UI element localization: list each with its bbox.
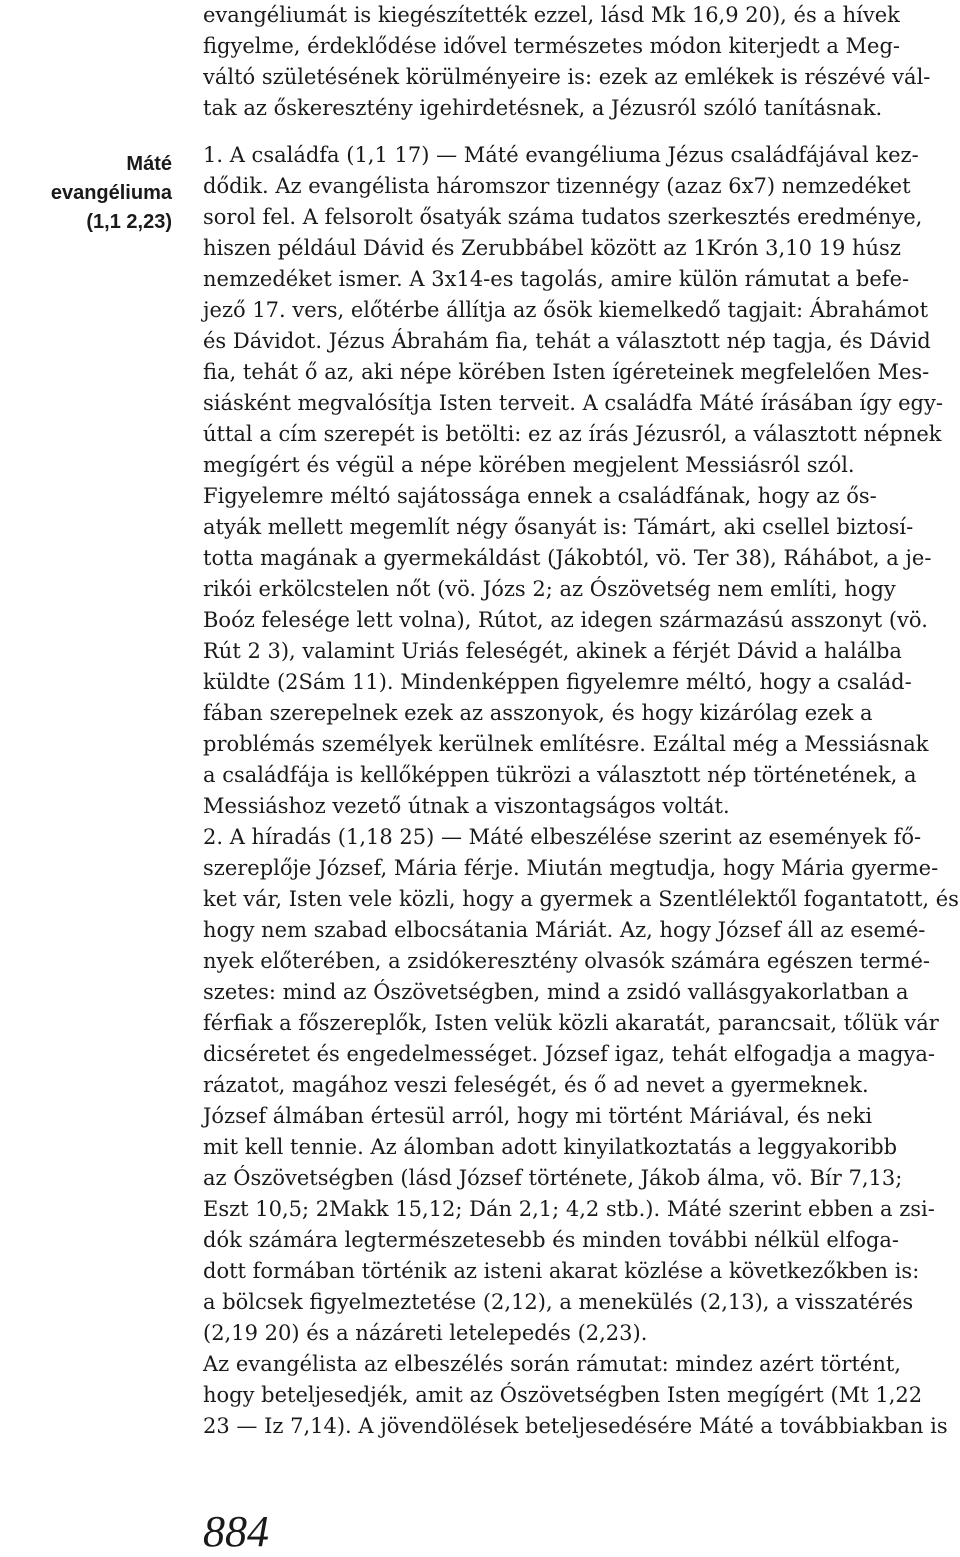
body-text: [203, 0, 960, 1442]
text-line: hogy beteljesedjék, amit az Ószövetségben Isten megígért (Mt 1,22: [203, 1383, 923, 1407]
text-line: Eszt 10,5; 2Makk 15,12; Dán 2,1; 4,2 stb.). Máté szerint ebben a zsi-: [203, 1197, 935, 1221]
text-line: Az evangélista az elbeszélés során rámutat: mindez azért történt,: [203, 1352, 901, 1376]
text-line: Messiáshoz vezető útnak a viszontagságos voltát.: [203, 794, 730, 818]
text-line: mit kell tennie. Az álomban adott kinyilatkoztatás a leggyakoribb: [203, 1135, 898, 1159]
text-line: dicséretet és engedelmességet. József igaz, tehát elfogadja a magya-: [203, 1042, 935, 1066]
text-line: küldte (2Sám 11). Mindenképpen figyelemre méltó, hogy a család-: [203, 670, 912, 694]
text-line: atyák mellett megemlít négy ősanyát is: Támárt, aki csellel biztosí-: [203, 515, 914, 539]
text-line: fában szerepelnek ezek az asszonyok, és hogy kizárólag ezek a: [203, 701, 873, 725]
text-line: nemzedéket ismer. A 3x14-es tagolás, amire külön rámutat a befe-: [203, 267, 910, 291]
text-line: rázatot, magához veszi feleségét, és ő ad nevet a gyermeknek.: [203, 1073, 869, 1097]
text-line: Rút 2 3), valamint Uriás feleségét, akinek a férjét Dávid a halálba: [203, 639, 902, 663]
text-line: problémás személyek kerülnek említésre. Ezáltal még a Messiásnak: [203, 732, 929, 756]
text-line: 23 — Iz 7,14). A jövendölések beteljesedésére Máté a továbbiakban is: [203, 1414, 948, 1438]
text-line: József álmában értesül arról, hogy mi történt Máriával, és neki: [203, 1104, 873, 1128]
text-line: és Dávidot. Jézus Ábrahám fia, tehát a választott nép tagja, és Dávid: [203, 329, 931, 353]
text-line: evangéliumát is kiegészítették ezzel, lásd Mk 16,9 20), és a hívek: [203, 3, 900, 27]
text-line: sorol fel. A felsorolt ősatyák száma tudatos szerkesztés eredménye,: [203, 205, 923, 229]
text-line: 1. A családfa (1,1 17) — Máté evangéliuma Jézus családfájával kez-: [203, 143, 919, 167]
text-line: szetes: mind az Ószövetségben, mind a zsidó vallásgyakorlatban a: [203, 980, 909, 1004]
text-line: a bölcsek figyelmeztetése (2,12), a menekülés (2,13), a visszatérés: [203, 1290, 914, 1314]
text-line: szereplője József, Mária férje. Miután megtudja, hogy Mária gyerme-: [203, 856, 939, 880]
text-line: dók számára legtermészetesebb és minden további nélkül elfoga-: [203, 1228, 900, 1252]
text-line: 2. A híradás (1,18 25) — Máté elbeszélése szerint az események fő-: [203, 825, 922, 849]
text-line: a családfája is kellőképpen tükrözi a választott nép történetének, a: [203, 763, 917, 787]
text-line: figyelme, érdeklődése idővel természetes módon kiterjedt a Meg-: [203, 34, 900, 58]
text-line: hogy nem szabad elbocsátania Máriát. Az, hogy József áll az esemé-: [203, 918, 926, 942]
text-line: tak az őskeresztény igehirdetésnek, a Jézusról szóló tanításnak.: [203, 96, 883, 120]
text-line: totta magának a gyermekáldást (Jákobtól, vö. Ter 38), Ráhábot, a je-: [203, 546, 932, 570]
margin-heading-range: (1,1 2,23): [86, 211, 172, 233]
text-line: siásként megvalósítja Isten terveit. A családfa Máté írásában így egy-: [203, 391, 943, 415]
text-line: az Ószövetségben (lásd József története, Jákob álma, vö. Bír 7,13;: [203, 1166, 903, 1190]
text-line: úttal a cím szerepét is betölti: ez az írás Jézusról, a választott népnek: [203, 422, 942, 446]
text-line: ket vár, Isten vele közli, hogy a gyermek a Szentlélektől fogantatott, és: [203, 887, 959, 911]
text-line: férfiak a főszereplők, Isten velük közli akaratát, parancsait, tőlük vár: [203, 1011, 939, 1035]
margin-heading-title: Máté evangéliuma: [50, 153, 172, 204]
text-line: váltó születésének körülményeire is: ezek az emlékek is részévé vál-: [203, 65, 931, 89]
intro-paragraph: [203, 0, 960, 124]
text-line: fia, tehát ő az, aki népe körében Isten ígéreteinek megfelelően Mes-: [203, 360, 930, 384]
text-line: (2,19 20) és a názáreti letelepedés (2,23).: [203, 1321, 648, 1345]
text-line: Figyelemre méltó sajátossága ennek a családfának, hogy az ős-: [203, 484, 877, 508]
text-line: dődik. Az evangélista háromszor tizennégy (azaz 6x7) nemzedéket: [203, 174, 911, 198]
section-gap: [203, 124, 960, 140]
text-line: hiszen például Dávid és Zerubbábel között az 1Krón 3,10 19 húsz: [203, 236, 901, 260]
margin-heading: [0, 150, 172, 237]
page-number: 884: [203, 1507, 269, 1556]
text-line: megígért és végül a népe körében megjelent Messiásról szól.: [203, 453, 855, 477]
text-line: jező 17. vers, előtérbe állítja az ősök kiemelkedő tagjait: Ábrahámot: [203, 298, 929, 322]
text-line: nyek előterében, a zsidókeresztény olvasók számára egészen termé-: [203, 949, 931, 973]
main-text: [203, 140, 960, 1442]
text-line: Boóz felesége lett volna), Rútot, az idegen származású asszonyt (vö.: [203, 608, 928, 632]
text-line: rikói erkölcstelen nőt (vö. Józs 2; az Ószövetség nem említi, hogy: [203, 577, 896, 601]
text-line: dott formában történik az isteni akarat közlése a következőkben is:: [203, 1259, 920, 1283]
